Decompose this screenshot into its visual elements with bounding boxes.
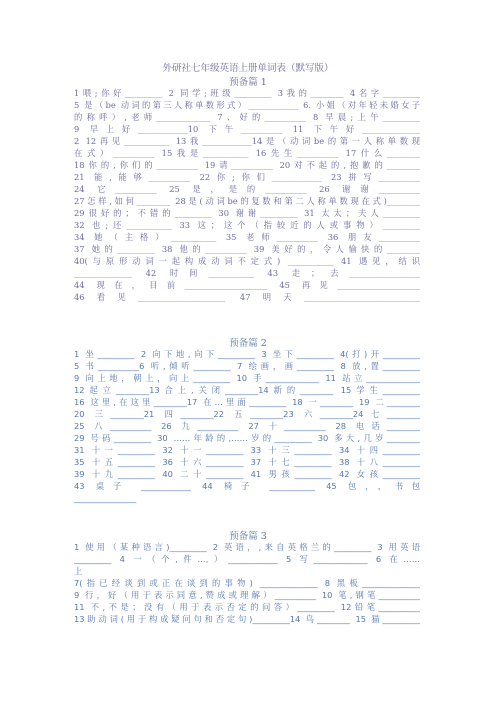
word-line: 7(指已经谈到或正在谈到的事物) ______________ 8 黑板______________ — [74, 578, 420, 588]
word-line: 37 她的_________ 38 他的__________ 39 美好的，令人愉快的________ — [74, 244, 420, 254]
word-line: 31 十一_________ 32 十一_________ 33 十三_________ 34 十四_________ — [74, 445, 420, 455]
word-list — [74, 348, 420, 504]
word-line: _________ 4 一（个,件…,）____________ 5 写_____________ 6 在…… — [74, 554, 420, 564]
word-line: 在式）__________ 15我是___________ 16先生__________ 17什么________ — [74, 148, 420, 158]
word-line: 34 她（主格）___________ 35 老师__________ 36 朋友__________ — [74, 232, 420, 242]
word-line: 29 号码_________ 30 ……年龄的,……岁的_________ 30 多大,几岁________ — [74, 433, 420, 443]
word-line: 43 桌子 ____________ 44 椅子 ___________ 45 包，，书包 — [74, 481, 420, 491]
word-line: 29很好的；不错的_________ 30 谢谢_________ 31 太太；夫人_________ — [74, 208, 420, 218]
section-heading: 预备篇 2 — [229, 338, 267, 349]
word-line: 46看见_____________________ 47明天____________________________ — [74, 292, 420, 302]
word-line: 1 使用（某种语言)_________ 2 英语，,来自英格兰的_________ 3 用英语 — [74, 542, 420, 552]
word-line: 上 — [74, 566, 83, 576]
word-line: 24 它__________ 25 是，是的__________ 26 谢谢__________ — [74, 184, 420, 194]
word-line: 27怎样,如何________ 28是(动词be的复数和第二人称单数现在式)________ — [74, 196, 420, 206]
word-line: 1 坐_________ 2 向下地,向下_________ 3 坐下_________ 4(打)开_________ — [74, 349, 420, 359]
word-line: 13助动词(用于构成疑问句和否定句)_________14 鸟________ 15 猫_________ — [74, 614, 420, 624]
word-line: 18你的,你们的__________ 19请__________ 20对不起的,抱歉的________ — [74, 160, 420, 170]
word-line: 40(与原形动词一起构成动词不定式) ___________ 41 遇见，结识 — [74, 256, 420, 266]
word-line: 2 12再见___________ 13我____________14是（动词be的第一人称单数现 — [74, 136, 420, 146]
word-list — [74, 541, 420, 625]
word-line: 16 这里,在这里________17 在…里面_________ 18 一________ 19 二________ — [74, 397, 420, 407]
word-line: 9 行，好（用于表示同意,赞成或理解）__________ 10 笔,钢笔__________ — [74, 590, 420, 600]
word-line: 32 也;还___________ 33 这；这个（指较近的人或事物）_________ — [74, 220, 420, 230]
word-line: 21 能,能够__________ 22你;你们____________ 23拼写__________ — [74, 172, 420, 182]
document-title: 外研社七年级英语上册单词表（默写版） — [162, 63, 334, 74]
word-line: 9 向上地，朝上，向上_________ 10 手_____________ 11 站立_____________ — [74, 373, 420, 383]
word-line: 35 十五_________ 36 十六_________ 37 十七_________ 38 十八_________ — [74, 457, 420, 467]
word-line: 5 书__________6 听,倾听_________ 7 绘画，画_________ 8 放,置_________ — [74, 361, 420, 371]
word-line: 39 十九_________ 40 二十_________ 41 男孩_________ 42 女孩_________ — [74, 469, 420, 479]
word-line: 的称呼）,老师_____________ 7、好的__________ 8 早晨;上午_________ — [74, 112, 420, 122]
word-line: 12起立________13合上,关闭________14新的________ 15学生_________ — [74, 385, 420, 395]
word-line: 44 现在，目前____________________ 45 再见____________________ — [74, 280, 420, 290]
word-line: 9 早上好____________10 下午__________ 11 下午好______________ — [74, 124, 420, 134]
word-line: _______________ — [74, 493, 137, 503]
section-heading: 预备篇 1 — [229, 77, 267, 88]
word-line: 25 八__________ 26 九__________ 27 十__________ 28 电话________ — [74, 421, 420, 431]
section-heading: 预备篇 3 — [229, 531, 267, 542]
word-line: ______________ 42 时间___________ 43 走；去_________________ — [74, 268, 420, 278]
word-line: 1喂;你好_________ 2 同学;班级_________ 3我的________ 4名字_________ — [74, 88, 420, 98]
word-list — [74, 87, 420, 303]
word-line: 11 不,不是；没有（用于表示否定的问答）_________ 12铅笔__________ — [74, 602, 420, 612]
word-line: 20 三________21 四________22 五________23 六________24七________ — [74, 409, 420, 419]
word-line: 5 是（be 动词的第三人称单数形式）____________ 6. 小姐（对年轻未婚女子 — [74, 100, 420, 110]
